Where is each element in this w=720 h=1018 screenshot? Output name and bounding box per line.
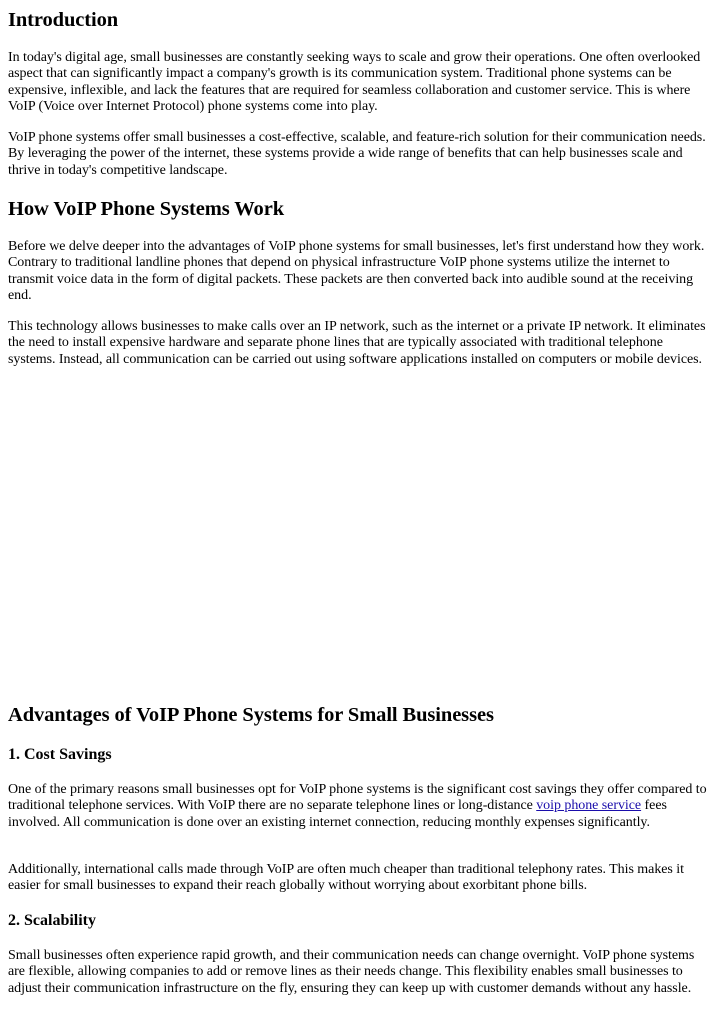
cost-savings-heading: 1. Cost Savings (8, 746, 112, 763)
how-heading: How VoIP Phone Systems Work (8, 198, 285, 220)
advantages-heading: Advantages of VoIP Phone Systems for Small Businesses (8, 704, 494, 726)
cost-savings-paragraph-2: Additionally, international calls made through VoIP are often much cheaper than traditional telephony rates. This makes it easier for small businesses to expand their reach globally without worrying about exorbitant phone bills. (8, 862, 684, 894)
intro-heading: Introduction (8, 9, 119, 31)
cost-text-after: fees involved. All communication is done over an existing internet connection, reducing monthly expenses significantly. (8, 798, 667, 830)
intro-paragraph-1: In today's digital age, small businesses are constantly seeking ways to scale and grow their operations. One often overlooked aspect that can significantly impact a company's growth is its communication system. Traditional phone systems can be expensive, inflexible, and lack the features that are required for seamless collaboration and customer service. This is where VoIP (Voice over Internet Protocol) phone systems come into play. (8, 50, 701, 115)
scalability-heading: 2. Scalability (8, 912, 97, 929)
voip-phone-service-link[interactable]: voip phone service (536, 798, 642, 814)
scalability-paragraph-1: Small businesses often experience rapid growth, and their communication needs can change overnight. VoIP phone systems are flexible, allowing companies to add or remove lines as their needs change. This flexibility enables small businesses to adjust their communication infrastructure on the fly, ensuring they can keep up with customer demands without any hassle. (8, 948, 695, 996)
how-paragraph-1: Before we delve deeper into the advantages of VoIP phone systems for small businesses, let's first understand how they work. Contrary to traditional landline phones that depend on physical infrastructure VoIP phone systems utilize the internet to transmit voice data in the form of digital packets. These packets are then converted back into audible sound at the receiving end. (8, 239, 705, 304)
cost-savings-paragraph-1 (8, 782, 712, 831)
cost-text-before: One of the primary reasons small businesses opt for VoIP phone systems is the significant cost savings they offer compared to traditional telephone services. With VoIP there are no separate telephone lines or long-distance (8, 782, 707, 814)
how-paragraph-2: This technology allows businesses to make calls over an IP network, such as the internet or a private IP network. It eliminates the need to install expensive hardware and separate phone lines that are typically associated with traditional telephone systems. Instead, all communication can be carried out using software applications installed on computers or mobile devices. (8, 319, 706, 367)
intro-paragraph-2: VoIP phone systems offer small businesses a cost-effective, scalable, and feature-rich solution for their communication needs. By leveraging the power of the internet, these systems provide a wide range of benefits that can help businesses scale and thrive in today's competitive landscape. (8, 130, 706, 178)
